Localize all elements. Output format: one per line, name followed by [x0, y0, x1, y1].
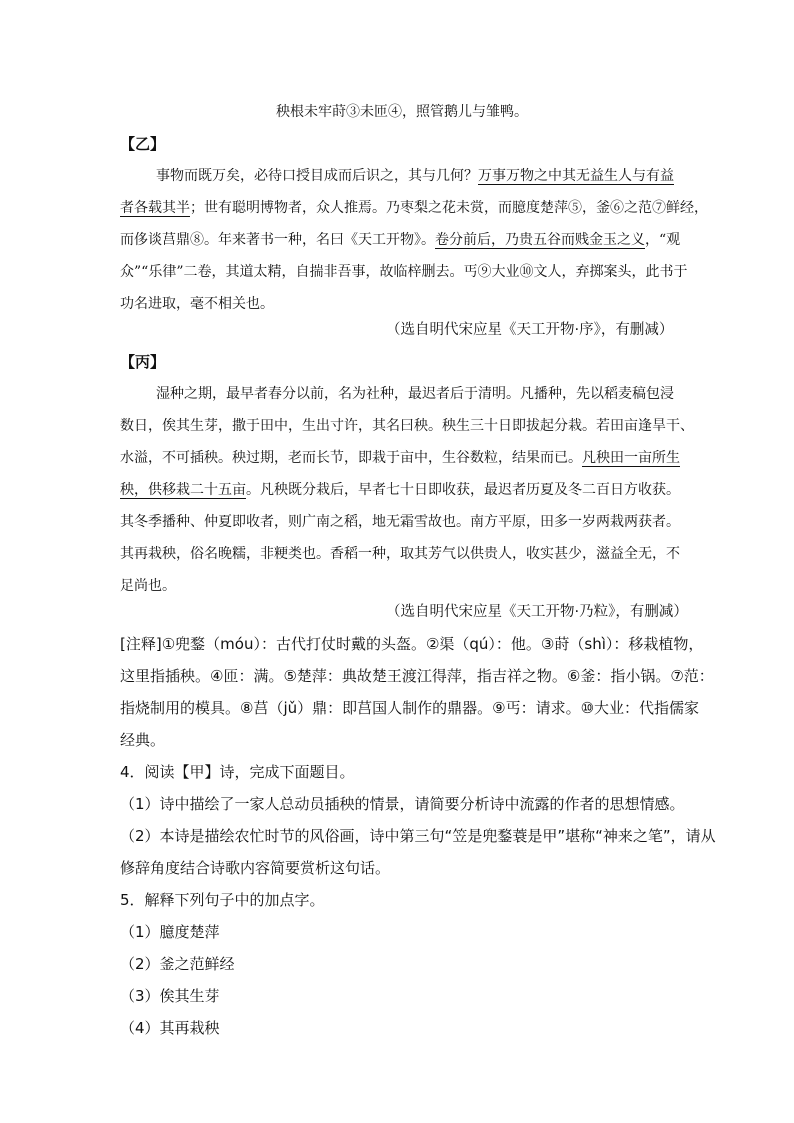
question-5-item-3: （3）俟其生芽	[120, 987, 220, 1005]
bing-source: （选自明代宋应星《天工开物·乃粒》，有删减）	[386, 604, 688, 620]
notes-line-1: [注释]①兜鍪（móu）：古代打仗时戴的头盔。②渠（qú）：他。③莳（shì）：移栽植物，	[120, 635, 704, 653]
yi-line-1-text: 事物而既万矣，必待口授目成而后识之，其与几何？	[156, 168, 478, 184]
bing-line-2: 数日，俟其生芽，撒于田中，生出寸许，其名曰秧。秧生三十日即拔起分栽。若田亩逢旱干、	[120, 418, 694, 434]
yi-line-1-underlined: 万事万物之中其无益生人与有益	[478, 168, 674, 184]
yi-line-3-underlined: 卷分前后，乃贵五谷而贱金玉之义	[435, 232, 645, 248]
question-4-title: 4．阅读【甲】诗，完成下面题目。	[120, 763, 355, 781]
section-yi-heading: 【乙】	[120, 135, 166, 153]
bing-line-4-text: 。凡秧既分栽后，早者七十日即收获，最迟者历夏及冬二百日方收获。	[246, 482, 680, 498]
bing-line-4	[120, 480, 680, 500]
yi-line-1	[156, 166, 674, 186]
question-5-title: 5．解释下列句子中的加点字。	[120, 891, 325, 909]
yi-line-3	[120, 230, 680, 250]
bing-line-6: 其再栽秧，俗名晚糯，非粳类也。香稻一种，取其芳气以供贵人，收实甚少，滋益全无，不	[120, 546, 680, 562]
notes-line-2: 这里指插秧。④匝：满。⑤楚萍：典故楚王渡江得萍，指吉祥之物。⑥釜：指小锅。⑦范：	[120, 667, 714, 685]
bing-line-1: 湿种之期，最早者春分以前，名为社种，最迟者后于清明。凡播种，先以稻麦稿包浸	[156, 386, 674, 402]
notes-line-4: 经典。	[120, 731, 166, 749]
bing-line-3-underlined: 凡秧田一亩所生	[582, 450, 680, 466]
yi-line-2	[120, 198, 708, 218]
question-4-item-2: （2）本诗是描绘农忙时节的风俗画，诗中第三句“笠是兜鍪蓑是甲”堪称“神来之笔”，请从	[120, 827, 716, 845]
yi-line-4: 众”“乐律”二卷，其道太精，自揣非吾事，故临梓删去。丐⑨大业⑩文人，弃掷案头，此书于	[120, 264, 688, 280]
question-5-item-4: （4）其再栽秧	[120, 1019, 220, 1037]
yi-line-3-text-end: ，“观	[645, 232, 681, 248]
yi-line-2-underlined: 者各载其半	[120, 200, 190, 216]
section-bing-heading: 【丙】	[120, 353, 166, 371]
poem-tail-line: 秧根未牢莳③未匝④，照管鹅儿与雏鸭。	[276, 104, 528, 120]
question-4-item-2-cont: 修辞角度结合诗歌内容简要赏析这句话。	[120, 859, 391, 877]
question-5-item-1: （1）臆度楚萍	[120, 923, 220, 941]
bing-line-3-text: 水溢，不可插秧。秧过期，老而长节，即栽于亩中，生谷数粒，结果而已。	[120, 450, 582, 466]
bing-line-4-underlined: 秧，供移栽二十五亩	[120, 482, 246, 498]
yi-line-3-text: 而侈谈莒鼎⑧。年来著书一种，名曰《天工开物》。	[120, 232, 435, 248]
bing-line-3	[120, 448, 680, 468]
question-5-item-2: （2）釜之范鲜经	[120, 955, 235, 973]
yi-line-2-text: ；世有聪明博物者，众人推焉。乃枣梨之花未赏，而臆度楚萍⑤，釜⑥之范⑦鲜经，	[190, 200, 708, 216]
yi-source: （选自明代宋应星《天工开物·序》，有删减）	[386, 322, 674, 338]
yi-line-5: 功名进取，毫不相关也。	[120, 296, 274, 312]
bing-line-5: 其冬季播种、仲夏即收者，则广南之稻，地无霜雪故也。南方平原，田多一岁两栽两获者。	[120, 514, 680, 530]
notes-line-3: 指烧制用的模具。⑧莒（jǔ）鼎：即莒国人制作的鼎器。⑨丐：请求。⑩大业：代指儒家	[120, 699, 700, 717]
bing-line-7: 足尚也。	[120, 578, 176, 594]
question-4-item-1: （1）诗中描绘了一家人总动员插秧的情景，请简要分析诗中流露的作者的思想情感。	[120, 795, 685, 813]
